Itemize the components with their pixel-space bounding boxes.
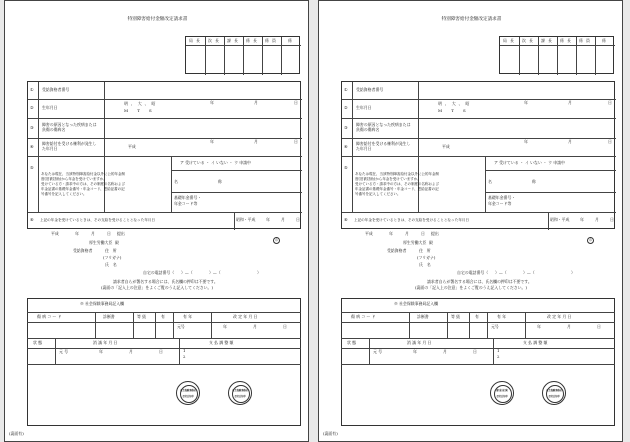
birthdate-era-codes: M T S (124, 108, 156, 113)
unit-year: 年 (389, 231, 393, 236)
furigana-label: (フリガナ) (103, 255, 122, 260)
address-label: 住 所 (419, 248, 431, 253)
receipt-seal (176, 381, 200, 405)
right-date-era: 平成 (128, 144, 136, 149)
phone-sep: ）—（ (181, 270, 193, 275)
disease-label-1: 障害の原因となった疾病または (356, 122, 411, 127)
unit-year: 年 (580, 217, 584, 222)
submission-submit: 提出 (431, 231, 439, 236)
unit-month: 月 (91, 231, 95, 236)
approval-col: 課 (541, 38, 545, 43)
extinct-unit: 元 号 (373, 349, 383, 354)
row-number: ⑥ (30, 217, 34, 222)
disease-label-1: 障害の原因となった疾病または (42, 122, 97, 127)
office-table (27, 312, 301, 370)
approval-col: 員 (272, 38, 276, 43)
pension-question-2: 度(旧被扶助)から年金を受けていますか。 (355, 177, 421, 181)
submission-submit: 提出 (117, 231, 125, 236)
pension-start-label: 上記の年金を受けているときは、その支給を受けることとなった年月日 (354, 218, 469, 222)
birthdate-eras: 明、大、昭 (124, 101, 159, 106)
office-header: 消 滅 年 月 日 (407, 340, 432, 345)
receipt-seal (542, 381, 566, 405)
row-number: ⑥ (344, 217, 348, 222)
pension-name-label: 名 (488, 179, 492, 184)
form-page-left (4, 0, 309, 442)
disease-label-2: 負傷の傷病名 (42, 127, 66, 132)
unit-year: 年 (210, 139, 214, 144)
seal-mark: 印 (587, 237, 594, 244)
row-number: ⑤ (30, 165, 34, 170)
submission-destination-suffix: 殿 (115, 240, 119, 245)
footer-note: (裏面有) (9, 431, 24, 436)
right-date-label-2: た年月日 (42, 146, 58, 151)
unit-year: 年 (524, 139, 528, 144)
name-label: 氏 名 (105, 262, 117, 267)
seal-text: 受付日付印 (234, 395, 246, 398)
adjust-mark: 2 (497, 354, 500, 359)
unit-month: 月 (405, 231, 409, 236)
extinct-unit: 年 (99, 349, 103, 354)
pension-choices[interactable]: ア 受けている ・ イ いない ・ ウ 申請中 (180, 160, 251, 165)
seal-mark: 印 (273, 237, 280, 244)
extinct-unit: 元 号 (59, 349, 69, 354)
submission-destination: 厚生労働大臣 (403, 240, 427, 245)
pension-question-3: 受けている方・請求中の方は、その制度の名称および (41, 182, 125, 186)
signature-note: 請求者自らが署名する場合には、氏名欄の押印は不要です。 (427, 279, 532, 284)
unit-day: 日 (294, 100, 298, 105)
unit-month: 月 (595, 217, 599, 222)
approval-col: 局 (503, 38, 507, 43)
phone-label: 自宅の電話番号（ (143, 270, 175, 275)
unit-month: 月 (568, 100, 572, 105)
office-header: 等 級 (137, 314, 147, 319)
adjust-mark: 1 (183, 348, 186, 353)
unit-day: 日 (107, 231, 111, 236)
office-heading: ※ 社会保険事務局記入欄 (394, 301, 439, 306)
seal-text: 健 康 保 険 (496, 389, 508, 392)
form-title: 特別障害給付金額改定請求書 (127, 17, 188, 22)
phone-sep: ）—（ (495, 270, 507, 275)
revision-unit: 年 (223, 324, 227, 329)
office-header: 消 滅 年 月 日 (93, 340, 118, 345)
pension-name-label: 名 (174, 179, 178, 184)
pension-question-1: あなたは現在、当該特別障害給付金以外に公的年金制 (355, 172, 439, 176)
office-header: 状 態 (347, 340, 357, 345)
right-date-label-2: た年月日 (356, 146, 372, 151)
revision-unit: 月 (567, 324, 571, 329)
office-header: 有 年 (183, 314, 193, 319)
pension-question-4: 年金証書の基礎年金番号・年金コード、恩給証書の記 (355, 187, 439, 191)
row-number: ③ (344, 125, 348, 130)
approval-col: 長 (234, 38, 238, 43)
unit-day: 日 (296, 217, 300, 222)
office-heading: ※ 社会保険事務局記入欄 (80, 301, 125, 306)
claimant-label: 受給資格者 (73, 248, 93, 253)
pension-question-1: あなたは現在、当該特別障害給付金以外に公的年金制 (41, 172, 125, 176)
seal-text: 受付日付印 (548, 395, 560, 398)
submission-era: 平成 (51, 231, 59, 236)
revision-unit: 年 (537, 324, 541, 329)
unit-month: 月 (281, 217, 285, 222)
submission-destination-suffix: 殿 (429, 240, 433, 245)
seal-text: 社会保険事務局 (232, 389, 248, 392)
form-page-right (318, 0, 623, 442)
revision-unit: 日 (597, 324, 601, 329)
approval-col: 長 (196, 38, 200, 43)
unit-day: 日 (608, 100, 612, 105)
office-use-section (27, 298, 301, 426)
pension-number-label-1: 基礎年金番号・ (174, 195, 202, 200)
pension-number-label-2: 年金コード等 (174, 201, 198, 206)
birthdate-era-codes: M T S (438, 108, 470, 113)
phone-tail: ） (257, 270, 261, 275)
approval-col: 局 (189, 38, 193, 43)
main-table (27, 81, 301, 229)
approval-col: 係 (288, 38, 292, 43)
applicant-number-label: 受給資格者番号 (356, 87, 384, 92)
extinct-unit: 日 (159, 349, 163, 354)
unit-month: 月 (568, 139, 572, 144)
approval-col: 長 (567, 38, 571, 43)
approval-col: 長 (510, 38, 514, 43)
pension-choices[interactable]: ア 受けている ・ イ いない ・ ウ 申請中 (494, 160, 565, 165)
adjust-mark: 1 (497, 348, 500, 353)
row-number: ④ (30, 144, 34, 149)
footer-note: (裏面有) (323, 431, 338, 436)
right-date-label-1: 障害給付を受ける権利が発生し (42, 141, 97, 146)
revision-unit: 元号 (491, 324, 499, 329)
office-header: 改 定 年 月 日 (547, 314, 572, 319)
row-number: ① (344, 87, 348, 92)
approval-col: 長 (548, 38, 552, 43)
receipt-seal (228, 381, 252, 405)
right-date-era: 平成 (442, 144, 450, 149)
office-header: 有 (475, 314, 479, 319)
signature-note: 請求者自らが署名する場合には、氏名欄の押印は不要です。 (113, 279, 218, 284)
office-header: 有 (161, 314, 165, 319)
office-header: 診断書 (103, 314, 115, 319)
phone-tail: ） (571, 270, 575, 275)
right-date-label-1: 障害給付を受ける権利が発生し (356, 141, 411, 146)
address-label: 住 所 (105, 248, 117, 253)
office-header: 傷 病 コ ー ド (351, 314, 376, 319)
unit-year: 年 (210, 100, 214, 105)
row-number: ① (30, 87, 34, 92)
birthdate-label: 生年月日 (356, 105, 372, 110)
office-use-section (341, 298, 615, 426)
pension-question-5: 号番号を記入してください。 (41, 192, 87, 196)
approval-col: 長 (529, 38, 533, 43)
pension-question-3: 受けている方・請求中の方は、その制度の名称および (355, 182, 439, 186)
office-header: 有 年 (497, 314, 507, 319)
pension-number-label-2: 年金コード等 (488, 201, 512, 206)
instruction-note: (裏面の「記入上の注意」をよくご覧のうえ記入してください。) (101, 285, 213, 290)
office-header: 改 定 年 月 日 (233, 314, 258, 319)
approval-col: 長 (215, 38, 219, 43)
unit-year: 年 (524, 100, 528, 105)
form-title: 特別障害給付金額改定請求書 (441, 17, 502, 22)
row-number: ④ (344, 144, 348, 149)
pension-question-2: 度(旧被扶助)から年金を受けていますか。 (41, 177, 107, 181)
unit-year: 年 (75, 231, 79, 236)
approval-col: 次 (522, 38, 526, 43)
revision-unit: 元号 (177, 324, 185, 329)
office-header: 傷 病 コ ー ド (37, 314, 62, 319)
pension-question-4: 年金証書の基礎年金番号・年金コード、恩給証書の記 (41, 187, 125, 191)
office-header: 診断書 (417, 314, 429, 319)
pension-question-5: 号番号を記入してください。 (355, 192, 401, 196)
furigana-label: (フリガナ) (417, 255, 436, 260)
approval-col: 員 (586, 38, 590, 43)
pension-start-era: 昭和・平成 (236, 217, 256, 222)
row-number: ⑤ (344, 165, 348, 170)
revision-unit: 日 (283, 324, 287, 329)
approval-col: 係 (579, 38, 583, 43)
office-header: 支 払 調 整 額 (523, 340, 548, 345)
submission-destination: 厚生労働大臣 (89, 240, 113, 245)
extinct-unit: 月 (129, 349, 133, 354)
claimant-label: 受給資格者 (387, 248, 407, 253)
unit-day: 日 (294, 139, 298, 144)
seal-text: 社会保険事務局 (180, 389, 196, 392)
office-header: 状 態 (33, 340, 43, 345)
seal-text: 社会保険事務局 (546, 389, 562, 392)
pension-number-label-1: 基礎年金番号・ (488, 195, 516, 200)
main-table (341, 81, 615, 229)
approval-grid (499, 36, 614, 74)
unit-month: 月 (254, 100, 258, 105)
applicant-number-label: 受給資格者番号 (42, 87, 70, 92)
approval-col: 次 (208, 38, 212, 43)
receipt-seal (490, 381, 514, 405)
birthdate-label: 生年月日 (42, 105, 58, 110)
extinct-unit: 日 (473, 349, 477, 354)
office-table (341, 312, 615, 370)
name-label: 氏 名 (419, 262, 431, 267)
office-header: 支 払 調 整 額 (209, 340, 234, 345)
approval-col: 係 (246, 38, 250, 43)
approval-col: 係 (265, 38, 269, 43)
submission-era: 平成 (365, 231, 373, 236)
unit-day: 日 (610, 217, 614, 222)
pension-start-era: 昭和・平成 (550, 217, 570, 222)
unit-month: 月 (254, 139, 258, 144)
approval-col: 課 (227, 38, 231, 43)
seal-text: 受付日付印 (182, 395, 194, 398)
unit-day: 日 (421, 231, 425, 236)
extinct-unit: 年 (413, 349, 417, 354)
phone-sep-2: ）—（ (209, 270, 221, 275)
seal-text: 受付日付印 (496, 395, 508, 398)
pension-start-label: 上記の年金を受けているときは、その支給を受けることとなった年月日 (40, 218, 155, 222)
office-header: 等 級 (451, 314, 461, 319)
row-number: ③ (30, 125, 34, 130)
phone-sep-2: ）—（ (523, 270, 535, 275)
extinct-unit: 月 (443, 349, 447, 354)
disease-label-2: 負傷の傷病名 (356, 127, 380, 132)
adjust-mark: 2 (183, 354, 186, 359)
unit-year: 年 (266, 217, 270, 222)
revision-unit: 月 (253, 324, 257, 329)
approval-col: 係 (560, 38, 564, 43)
birthdate-eras: 明、大、昭 (438, 101, 473, 106)
unit-day: 日 (608, 139, 612, 144)
phone-label: 自宅の電話番号（ (457, 270, 489, 275)
instruction-note: (裏面の「記入上の注意」をよくご覧のうえ記入してください。) (415, 285, 527, 290)
approval-grid (185, 36, 300, 74)
pension-name-suffix: 称 (532, 179, 536, 184)
row-number: ② (344, 105, 348, 110)
pension-name-suffix: 称 (218, 179, 222, 184)
approval-col: 係 (602, 38, 606, 43)
approval-col: 長 (253, 38, 257, 43)
row-number: ② (30, 105, 34, 110)
